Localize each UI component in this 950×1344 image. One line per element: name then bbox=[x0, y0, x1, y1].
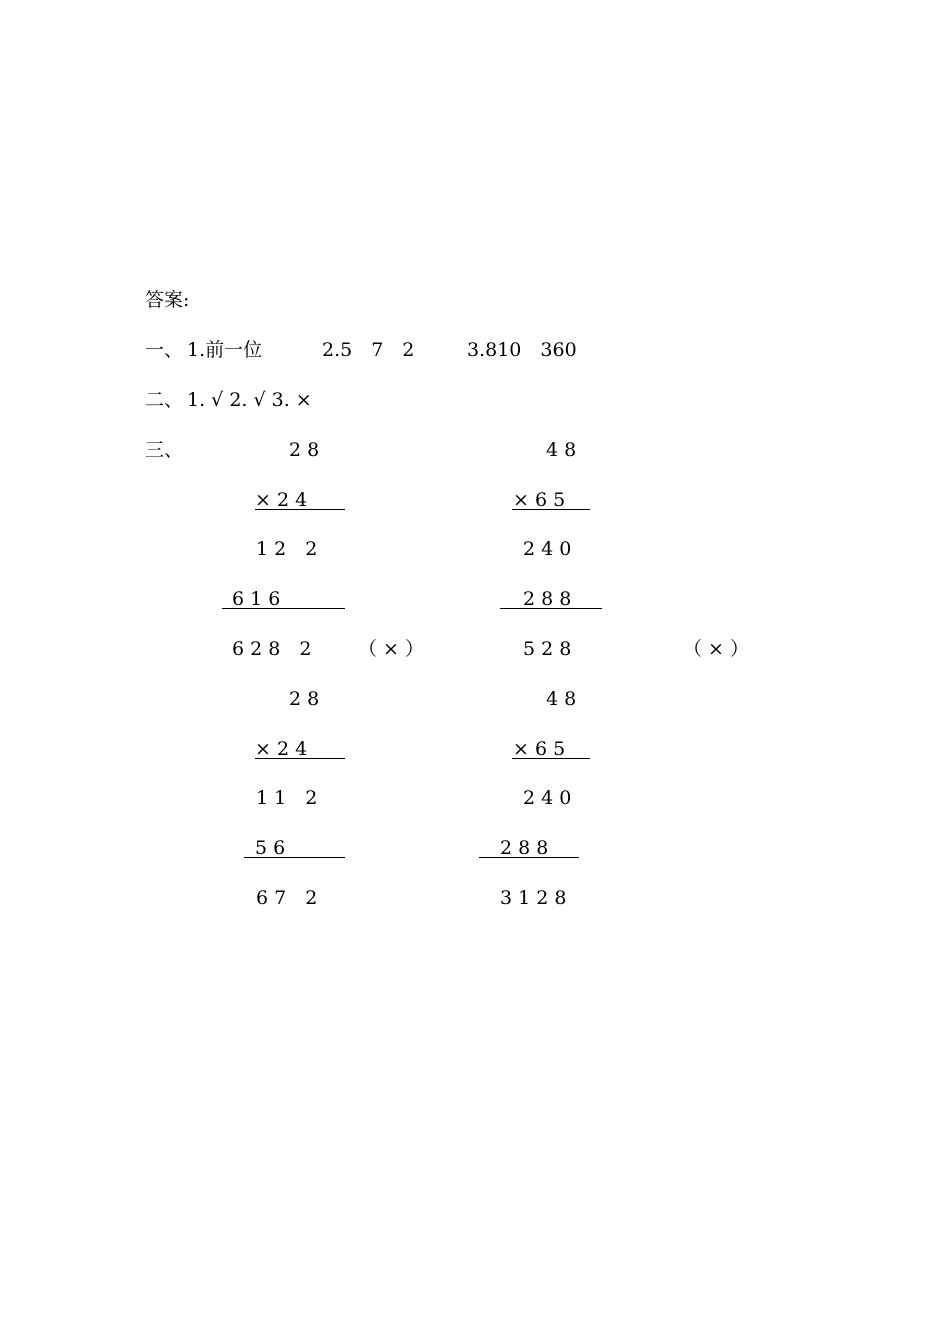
partial-product-1: 1 2 2 bbox=[256, 538, 318, 560]
underline bbox=[244, 857, 345, 858]
result: 3 1 2 8 bbox=[500, 887, 567, 909]
verdict-mark: （ × ） bbox=[358, 638, 424, 660]
multiplier: × 6 5 bbox=[513, 738, 566, 760]
partial-product-1: 2 4 0 bbox=[523, 787, 572, 809]
multiplicand: 2 8 bbox=[289, 688, 320, 710]
underline bbox=[500, 608, 602, 609]
partial-product-1: 1 1 2 bbox=[256, 787, 318, 809]
underline bbox=[512, 509, 590, 510]
multiplicand: 4 8 bbox=[546, 688, 577, 710]
multiplicand: 4 8 bbox=[546, 439, 577, 461]
section1-answer-1: 1.前一位 bbox=[187, 339, 263, 361]
section1-answer-3: 3.810 360 bbox=[467, 339, 577, 361]
section2-label: 二、 bbox=[145, 389, 184, 411]
partial-product-1: 2 4 0 bbox=[523, 538, 572, 560]
partial-product-2: 2 8 8 bbox=[523, 588, 572, 610]
multiplier: × 2 4 bbox=[255, 738, 308, 760]
underline bbox=[255, 758, 345, 759]
result: 6 2 8 2 bbox=[232, 638, 312, 660]
multiplier: × 2 4 bbox=[255, 489, 308, 511]
verdict-mark: （ × ） bbox=[683, 638, 749, 660]
partial-product-2: 6 1 6 bbox=[232, 588, 281, 610]
multiplier: × 6 5 bbox=[513, 489, 566, 511]
partial-product-2: 5 6 bbox=[255, 837, 286, 859]
underline bbox=[512, 758, 590, 759]
result: 5 2 8 bbox=[523, 638, 572, 660]
answer-title: 答案: bbox=[145, 289, 190, 311]
underline bbox=[255, 509, 345, 510]
result: 6 7 2 bbox=[256, 887, 318, 909]
multiplicand: 2 8 bbox=[289, 439, 320, 461]
underline bbox=[479, 857, 579, 858]
section1-label: 一、 bbox=[145, 339, 184, 361]
section3-label: 三、 bbox=[145, 439, 184, 461]
underline bbox=[222, 608, 345, 609]
section2-answers: 1. √ 2. √ 3. × bbox=[187, 389, 312, 411]
partial-product-2: 2 8 8 bbox=[500, 837, 549, 859]
section1-answer-2: 2.5 7 2 bbox=[322, 339, 415, 361]
